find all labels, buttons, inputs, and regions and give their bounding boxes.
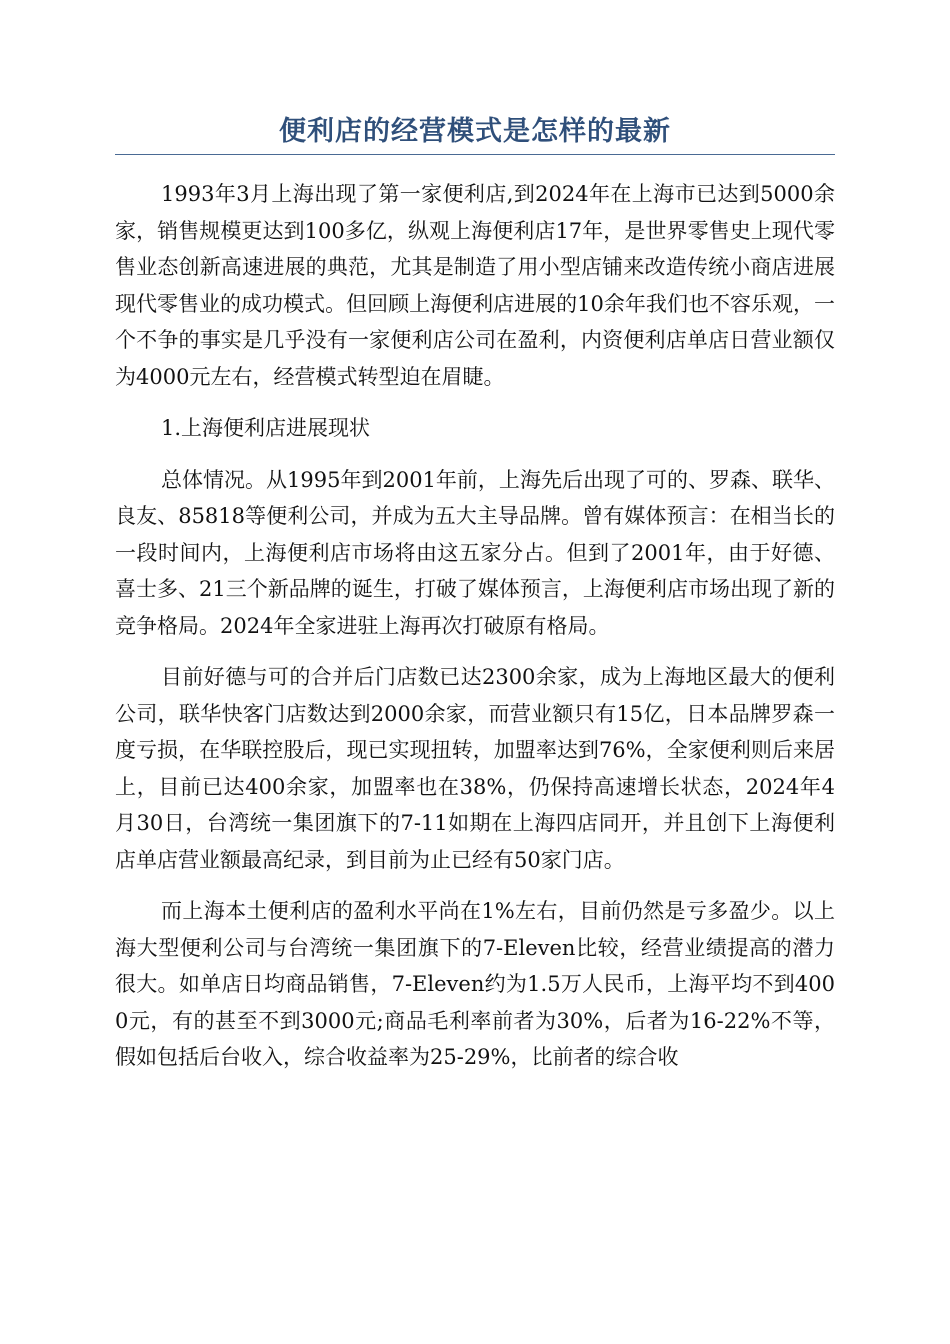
paragraph-overview: 总体情况。从1995年到2001年前，上海先后出现了可的、罗森、联华、良友、85818等便利公司，并成为五大主导品牌。曾有媒体预言：在相当长的一段时间内，上海便利店市场将由这五家分占。但到了2001年，由于好德、喜士多、21三个新品牌的诞生，打破了媒体预言，上海便利店市场出现了新的竞争格局。2024年全家进驻上海再次打破原有格局。	[115, 467, 835, 638]
paragraph-current-stores: 目前好德与可的合并后门店数已达2300余家，成为上海地区最大的便利公司，联华快客门店数达到2000余家，而营业额只有15亿，日本品牌罗森一度亏损，在华联控股后，现已实现扭转，加盟率达到76%，全家便利则后来居上，目前已达400余家，加盟率也在38%，仍保持高速增长状态，2024年4月30日，台湾统一集团旗下的7-11如期在上海四店同开，并且创下上海便利店单店营业额最高纪录，到目前为止已经有50家门店。	[115, 665, 835, 872]
document-page	[115, 112, 835, 1076]
paragraph-profitability: 而上海本土便利店的盈利水平尚在1%左右，目前仍然是亏多盈少。以上海大型便利公司与台湾统一集团旗下的7-Eleven比较，经营业绩提高的潜力很大。如单店日均商品销售，7-Eleven约为1.5万人民币，上海平均不到4000元，有的甚至不到3000元;商品毛利率前者为30%，后者为16-22%不等，假如包括后台收入，综合收益率为25-29%，比前者的综合收	[115, 899, 835, 1069]
section-heading: 1.上海便利店进展现状	[161, 416, 371, 440]
document-title: 便利店的经营模式是怎样的最新	[115, 112, 835, 155]
paragraph-intro: 1993年3月上海出现了第一家便利店,到2024年在上海市已达到5000余家，销售规模更达到100多亿，纵观上海便利店17年，是世界零售史上现代零售业态创新高速进展的典范，尤其是制造了用小型店铺来改造传统小商店进展现代零售业的成功模式。但回顾上海便利店进展的10余年我们也不容乐观，一个不争的事实是几乎没有一家便利店公司在盈利，内资便利店单店日营业额仅为4000元左右，经营模式转型迫在眉睫。	[115, 182, 835, 389]
